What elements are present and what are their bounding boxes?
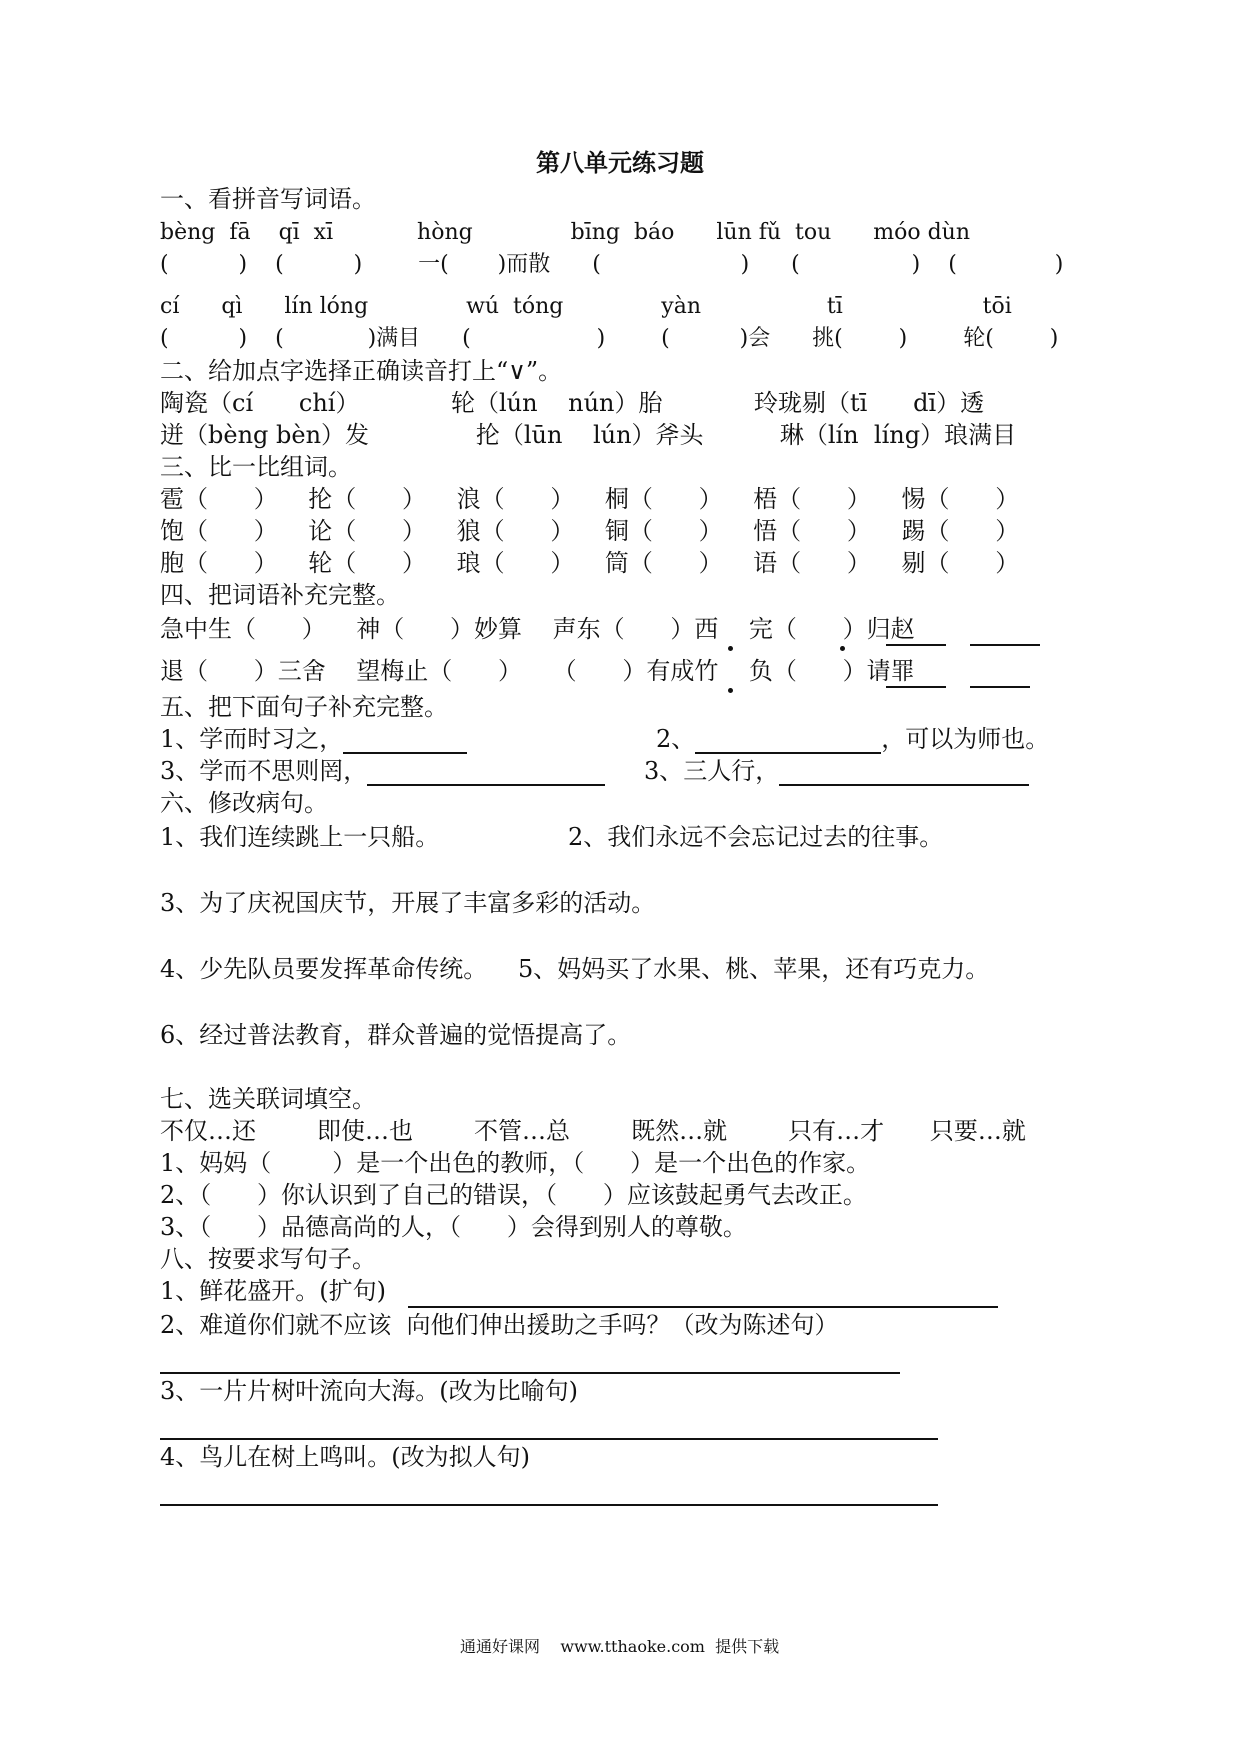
answer-line — [367, 762, 605, 786]
conjunction-options: 不仅…还 即使…也 不管…总 既然…就 只有…才 只要…就 — [160, 1117, 1026, 1145]
section-5-item-1 — [160, 724, 467, 754]
emphasis-dot — [728, 646, 733, 651]
section-1-pinyin-row-2: cí qì lín lóng wú tóng yàn tī tōi — [160, 294, 1012, 319]
sentence-1: 1、我们连续跳上一只船。 — [160, 823, 440, 851]
section-3-line-1: 雹（ ） 抡（ ） 浪（ ） 桐（ ） 梧（ ） 惕（ ） — [160, 485, 1020, 513]
section-7-heading: 七、选关联词填空。 — [160, 1085, 376, 1113]
section-5-item-4-text: 3、三人行， — [644, 757, 780, 785]
section-8-question-3: 3、一片片树叶流向大海。(改为比喻句) — [160, 1377, 578, 1405]
section-2-line-2: 迸（bèng bèn）发 抡（lūn lún）斧头 琳（lín líng）琅满目 — [160, 421, 1017, 449]
section-5-heading: 五、把下面句子补充完整。 — [160, 693, 448, 721]
section-6-heading: 六、修改病句。 — [160, 789, 328, 817]
sentence-6: 6、经过普法教育，群众普遍的觉悟提高了。 — [160, 1021, 632, 1049]
section-1-heading: 一、看拼音写词语。 — [160, 185, 376, 213]
answer-line — [695, 730, 881, 754]
answer-line — [160, 1438, 938, 1440]
section-5-item-2 — [656, 724, 1049, 754]
section-3-heading: 三、比一比组词。 — [160, 453, 352, 481]
section-7-question-3: 3、（ ）品德高尚的人，（ ）会得到别人的尊敬。 — [160, 1213, 747, 1241]
section-1-pinyin-row-1: bèng fā qī xī hòng bīng báo lūn fǔ tou móo dùn — [160, 220, 971, 245]
section-3-line-3: 胞（ ） 轮（ ） 琅（ ） 筒（ ） 语（ ） 剔（ ） — [160, 549, 1020, 577]
section-5-item-2-prefix: 2、 — [656, 725, 696, 753]
answer-line — [886, 644, 946, 646]
section-8-heading: 八、按要求写句子。 — [160, 1245, 376, 1273]
section-7-question-2: 2、（ ）你认识到了自己的错误，（ ）应该鼓起勇气去改正。 — [160, 1181, 867, 1209]
answer-line — [160, 1372, 900, 1374]
footer-credit: 通通好课网 www.tthaoke.com 提供下载 — [460, 1637, 780, 1656]
section-5-item-4 — [644, 756, 1029, 786]
answer-line — [779, 762, 1029, 786]
section-2-line-1: 陶瓷（cí chí） 轮（lún nún）胎 玲珑剔（tī dī）透 — [160, 389, 985, 417]
section-2-heading: 二、给加点字选择正确读音打上“∨”。 — [160, 357, 563, 385]
section-8-question-1: 1、鲜花盛开。(扩句) — [160, 1277, 386, 1305]
section-5-item-3 — [160, 756, 605, 786]
section-7-question-1: 1、妈妈（ ）是一个出色的教师，（ ）是一个出色的作家。 — [160, 1149, 871, 1177]
section-5-item-2-suffix: ，可以为师也。 — [881, 725, 1050, 753]
section-1-blanks-row-1: ( ) ( ) 一( )而散 ( ) ( ) ( ) — [160, 252, 1064, 277]
worksheet-title: 第八单元练习题 — [536, 148, 704, 177]
sentence-4: 4、少先队员要发挥革命传统。 — [160, 955, 488, 983]
section-1-blanks-row-2: ( ) ( )满目 ( ) ( )会 挑( ) 轮( ) — [160, 326, 1059, 351]
answer-line — [886, 686, 946, 688]
answer-line — [970, 686, 1030, 688]
emphasis-dot — [840, 646, 845, 651]
section-4-line-1: 急中生（ ） 神（ ）妙算 声东（ ）西 完（ ）归赵 — [160, 615, 915, 643]
answer-line — [343, 730, 467, 754]
sentence-2: 2、我们永远不会忘记过去的往事。 — [568, 823, 944, 851]
section-8-question-2: 2、难道你们就不应该 向他们伸出援助之手吗？（改为陈述句） — [160, 1311, 839, 1339]
section-4-heading: 四、把词语补充完整。 — [160, 581, 400, 609]
answer-line — [160, 1504, 938, 1506]
sentence-3: 3、为了庆祝国庆节，开展了丰富多彩的活动。 — [160, 889, 656, 917]
section-5-item-1-text: 1、学而时习之， — [160, 725, 344, 753]
answer-line — [970, 644, 1040, 646]
section-5-item-3-text: 3、学而不思则罔， — [160, 757, 368, 785]
section-4-line-2: 退（ ）三舍 望梅止（ ） （ ）有成竹 负（ ）请罪 — [160, 657, 915, 685]
answer-line — [408, 1306, 998, 1308]
sentence-5: 5、妈妈买了水果、桃、苹果，还有巧克力。 — [518, 955, 990, 983]
section-3-line-2: 饱（ ） 论（ ） 狼（ ） 铜（ ） 悟（ ） 踢（ ） — [160, 517, 1020, 545]
emphasis-dot — [728, 688, 733, 693]
section-8-question-4: 4、鸟儿在树上鸣叫。(改为拟人句) — [160, 1443, 530, 1471]
